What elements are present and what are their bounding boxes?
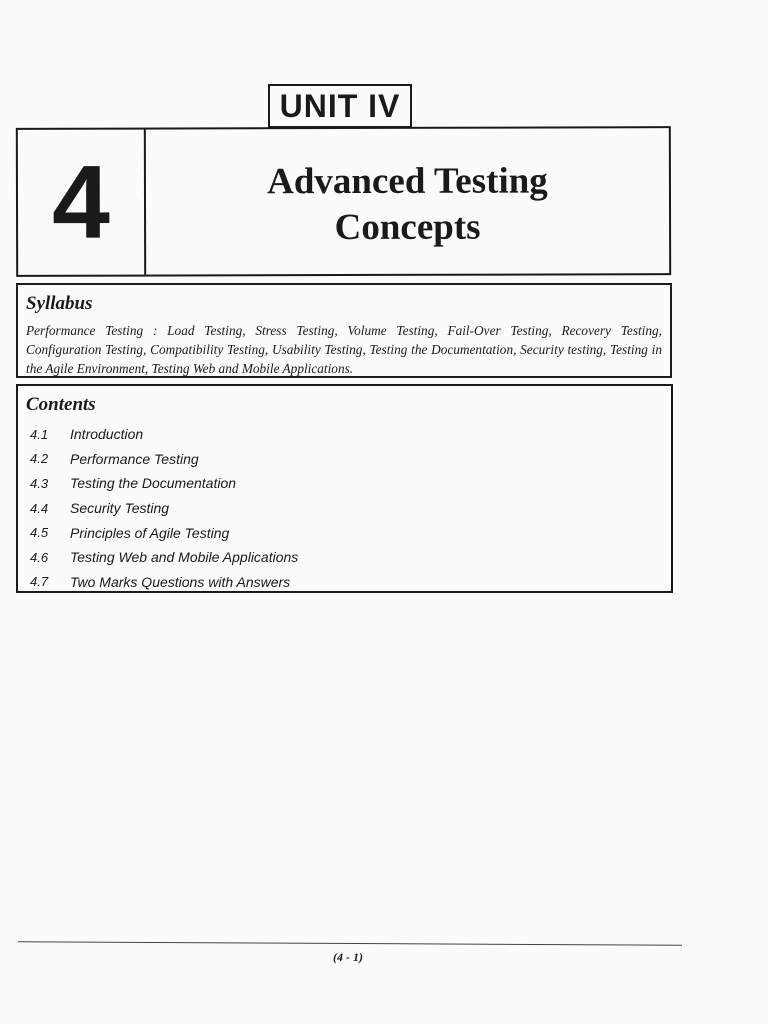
- contents-item: [26, 471, 663, 496]
- chapter-title: [146, 128, 669, 274]
- syllabus-heading: Syllabus: [26, 293, 93, 314]
- contents-heading: Contents: [26, 394, 96, 415]
- unit-label: UNIT IV: [268, 84, 412, 128]
- footer-rule: [18, 941, 682, 945]
- chapter-number: 4: [18, 130, 146, 275]
- chapter-title-line-2: Concepts: [334, 206, 481, 249]
- contents-item-title: Two Marks Questions with Answers: [70, 573, 291, 590]
- chapter-header: [16, 126, 671, 277]
- contents-item-number: 4.5: [30, 525, 49, 541]
- syllabus-text: Performance Testing : Load Testing, Stress Testing, Volume Testing, Fail-Over Testing, Recovery Testing, Configuration Testing, Compatibility Testing, Usability Testing, Testing the Documentation, Security testing, Testing in the Agile Environment, Testing Web and Mobile Applications.: [26, 323, 662, 376]
- contents-item-title: Introduction: [70, 426, 144, 443]
- contents-item-number: 4.3: [30, 475, 49, 491]
- contents-item: [26, 570, 663, 595]
- contents-item-number: 4.7: [30, 574, 49, 590]
- contents-item-title: Performance Testing: [70, 450, 199, 467]
- contents-item-number: 4.2: [30, 451, 49, 467]
- contents-item: [26, 520, 663, 545]
- contents-item-title: Principles of Agile Testing: [70, 524, 230, 541]
- page-number: (4 - 1): [333, 950, 363, 964]
- contents-item-number: 4.1: [30, 426, 49, 442]
- contents-item: [26, 496, 663, 521]
- chapter-title-line-1: Advanced Testing: [267, 160, 548, 203]
- contents-item-number: 4.4: [30, 500, 49, 516]
- contents-item-title: Security Testing: [70, 500, 170, 517]
- contents-item: [26, 447, 663, 472]
- contents-item-number: 4.6: [30, 549, 49, 565]
- contents-item: [26, 422, 663, 447]
- contents-item-title: Testing Web and Mobile Applications: [70, 549, 299, 566]
- contents-item-title: Testing the Documentation: [70, 475, 237, 492]
- contents-list: [26, 422, 663, 594]
- syllabus-section: [16, 283, 672, 378]
- contents-section: [16, 384, 673, 593]
- contents-item: [26, 545, 663, 570]
